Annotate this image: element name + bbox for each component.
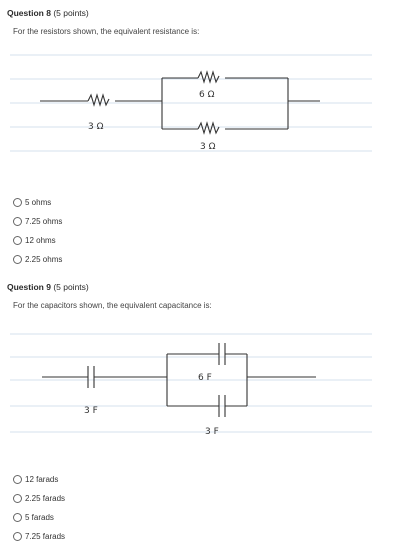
resistor-circuit-figure xyxy=(0,45,408,165)
figure-label: 6 F xyxy=(198,373,212,383)
capacitor-circuit-figure xyxy=(0,326,408,446)
option-label: 5 farads xyxy=(25,512,54,522)
option-7-25-farads[interactable] xyxy=(13,530,65,542)
question-8-prompt: For the resistors shown, the equivalent resistance is: xyxy=(13,27,200,36)
option-12-farads[interactable] xyxy=(13,473,58,485)
option-label: 12 farads xyxy=(25,474,59,484)
figure-label: 3 F xyxy=(84,406,98,416)
option-2-25-ohms[interactable] xyxy=(13,253,62,265)
option-5-farads[interactable] xyxy=(13,511,54,523)
figure-label: 6 Ω xyxy=(199,90,215,100)
option-label: 5 ohms xyxy=(25,197,52,207)
option-5-ohms[interactable] xyxy=(13,196,51,208)
question-points: (5 points) xyxy=(53,282,89,292)
figure-label: 3 F xyxy=(205,427,219,437)
radio-button[interactable] xyxy=(13,475,22,484)
figure-label: 3 Ω xyxy=(200,142,216,152)
option-label: 7.25 farads xyxy=(25,531,66,541)
radio-button[interactable] xyxy=(13,532,22,541)
radio-button[interactable] xyxy=(13,198,22,207)
radio-button[interactable] xyxy=(13,236,22,245)
option-label: 2.25 ohms xyxy=(25,254,63,264)
option-label: 2.25 farads xyxy=(25,493,66,503)
option-2-25-farads[interactable] xyxy=(13,492,65,504)
radio-button[interactable] xyxy=(13,255,22,264)
question-9-prompt: For the capacitors shown, the equivalent capacitance is: xyxy=(13,301,212,310)
radio-button[interactable] xyxy=(13,217,22,226)
option-label: 7.25 ohms xyxy=(25,216,63,226)
question-9-title xyxy=(7,282,89,292)
option-7-25-ohms[interactable] xyxy=(13,215,62,227)
radio-button[interactable] xyxy=(13,513,22,522)
question-number: Question 9 xyxy=(7,282,51,292)
figure-label: 3 Ω xyxy=(88,122,104,132)
question-8-title xyxy=(7,8,89,18)
option-label: 12 ohms xyxy=(25,235,56,245)
question-number: Question 8 xyxy=(7,8,51,18)
option-12-ohms[interactable] xyxy=(13,234,56,246)
question-points: (5 points) xyxy=(53,8,89,18)
radio-button[interactable] xyxy=(13,494,22,503)
